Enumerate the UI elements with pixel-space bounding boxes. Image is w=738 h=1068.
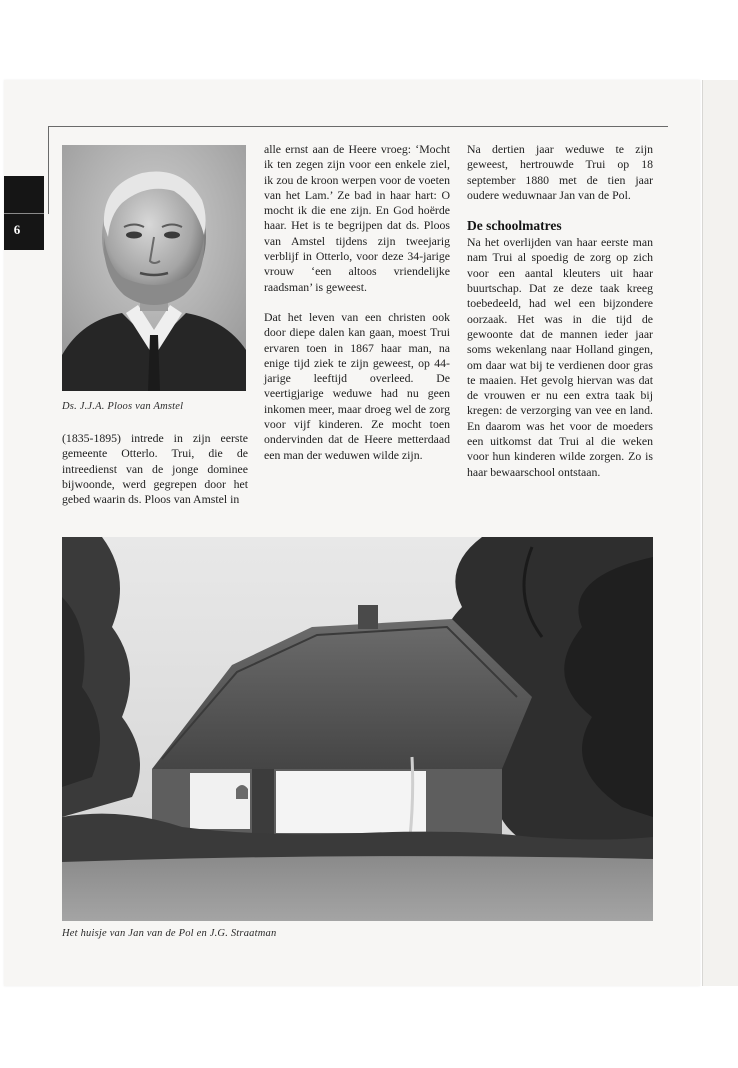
page-number: 6 [13, 222, 21, 237]
section-heading: De schoolmatres [467, 218, 562, 234]
text-column-2 [264, 142, 450, 463]
house-caption: Het huisje van Jan van de Pol en J.G. Straatman [62, 928, 277, 939]
header-rule [48, 126, 668, 127]
header-rule-vertical [48, 126, 49, 214]
paragraph: alle ernst aan de Heere vroeg: ‘Mocht ik ten zegen zijn voor een enkele ziel, ik zou de kroon werpen voor de voeten van het Lam.’ Ze bad in haar hart: O mocht ik die ene zijn. En God hoërde haar. Het is te begrijpen dat ds. Ploos van Amstel tijdens zijn tweejarig verblijf in Otterlo, voor deze 34-jarige vrouw ‘een altoos vriendelijke raadsman’ is geweest. [264, 142, 450, 294]
text-column-1 [62, 431, 248, 507]
paragraph: Na dertien jaar weduwe te zijn geweest, hertrouwde Trui op 18 september 1880 met de tien jaar oudere weduwnaar Jan van de Pol. [467, 142, 653, 202]
next-page-edge [702, 80, 738, 986]
page-tab-divider [4, 213, 44, 214]
text-column-3 [467, 142, 653, 480]
paragraph: (1835-1895) intrede in zijn eerste gemeente Otterlo. Trui, die de intreedienst van de jonge dominee bijwoonde, werd gegrepen door het gebed waarin ds. Ploos van Amstel in [62, 431, 248, 507]
house-photo [62, 537, 653, 921]
paragraph: Na het overlijden van haar eerste man nam Trui al spoedig de zorg op zich voor een aantal kleuters uit haar buurtschap. Dat ze deze taak kreeg toebedeeld, had wel een bijzondere oorzaak. Het was in die tijd de gewoonte dat de mannen ieder jaar soms wekenlang naar Holland gingen, om daar wat bij te verdienen door gras te maaien. Het gevolg hiervan was dat de vrouwen er nu een extra taak bij kregen: de verzorging van vee en land. En daarom was het voor de moeders een uitkomst dat Trui al die weken voor hun kinderen wilde zorgen. Zo is haar bewaarschool ontstaan. [467, 235, 653, 479]
portrait-photo [62, 145, 246, 391]
paragraph: Dat het leven van een christen ook door diepe dalen kan gaan, moest Trui ervaren toen in 1867 haar man, na enige tijd ziek te zijn geweest, op 44-jarige leeftijd overleed. De veertigjarige weduwe had nu geen inkomen meer, maar droeg wel de zorg voor vijf kinderen. Ze mocht toen ondervinden dat de Heere metterdaad een man der weduwen wilde zijn. [264, 309, 450, 462]
portrait-caption: Ds. J.J.A. Ploos van Amstel [62, 401, 184, 412]
